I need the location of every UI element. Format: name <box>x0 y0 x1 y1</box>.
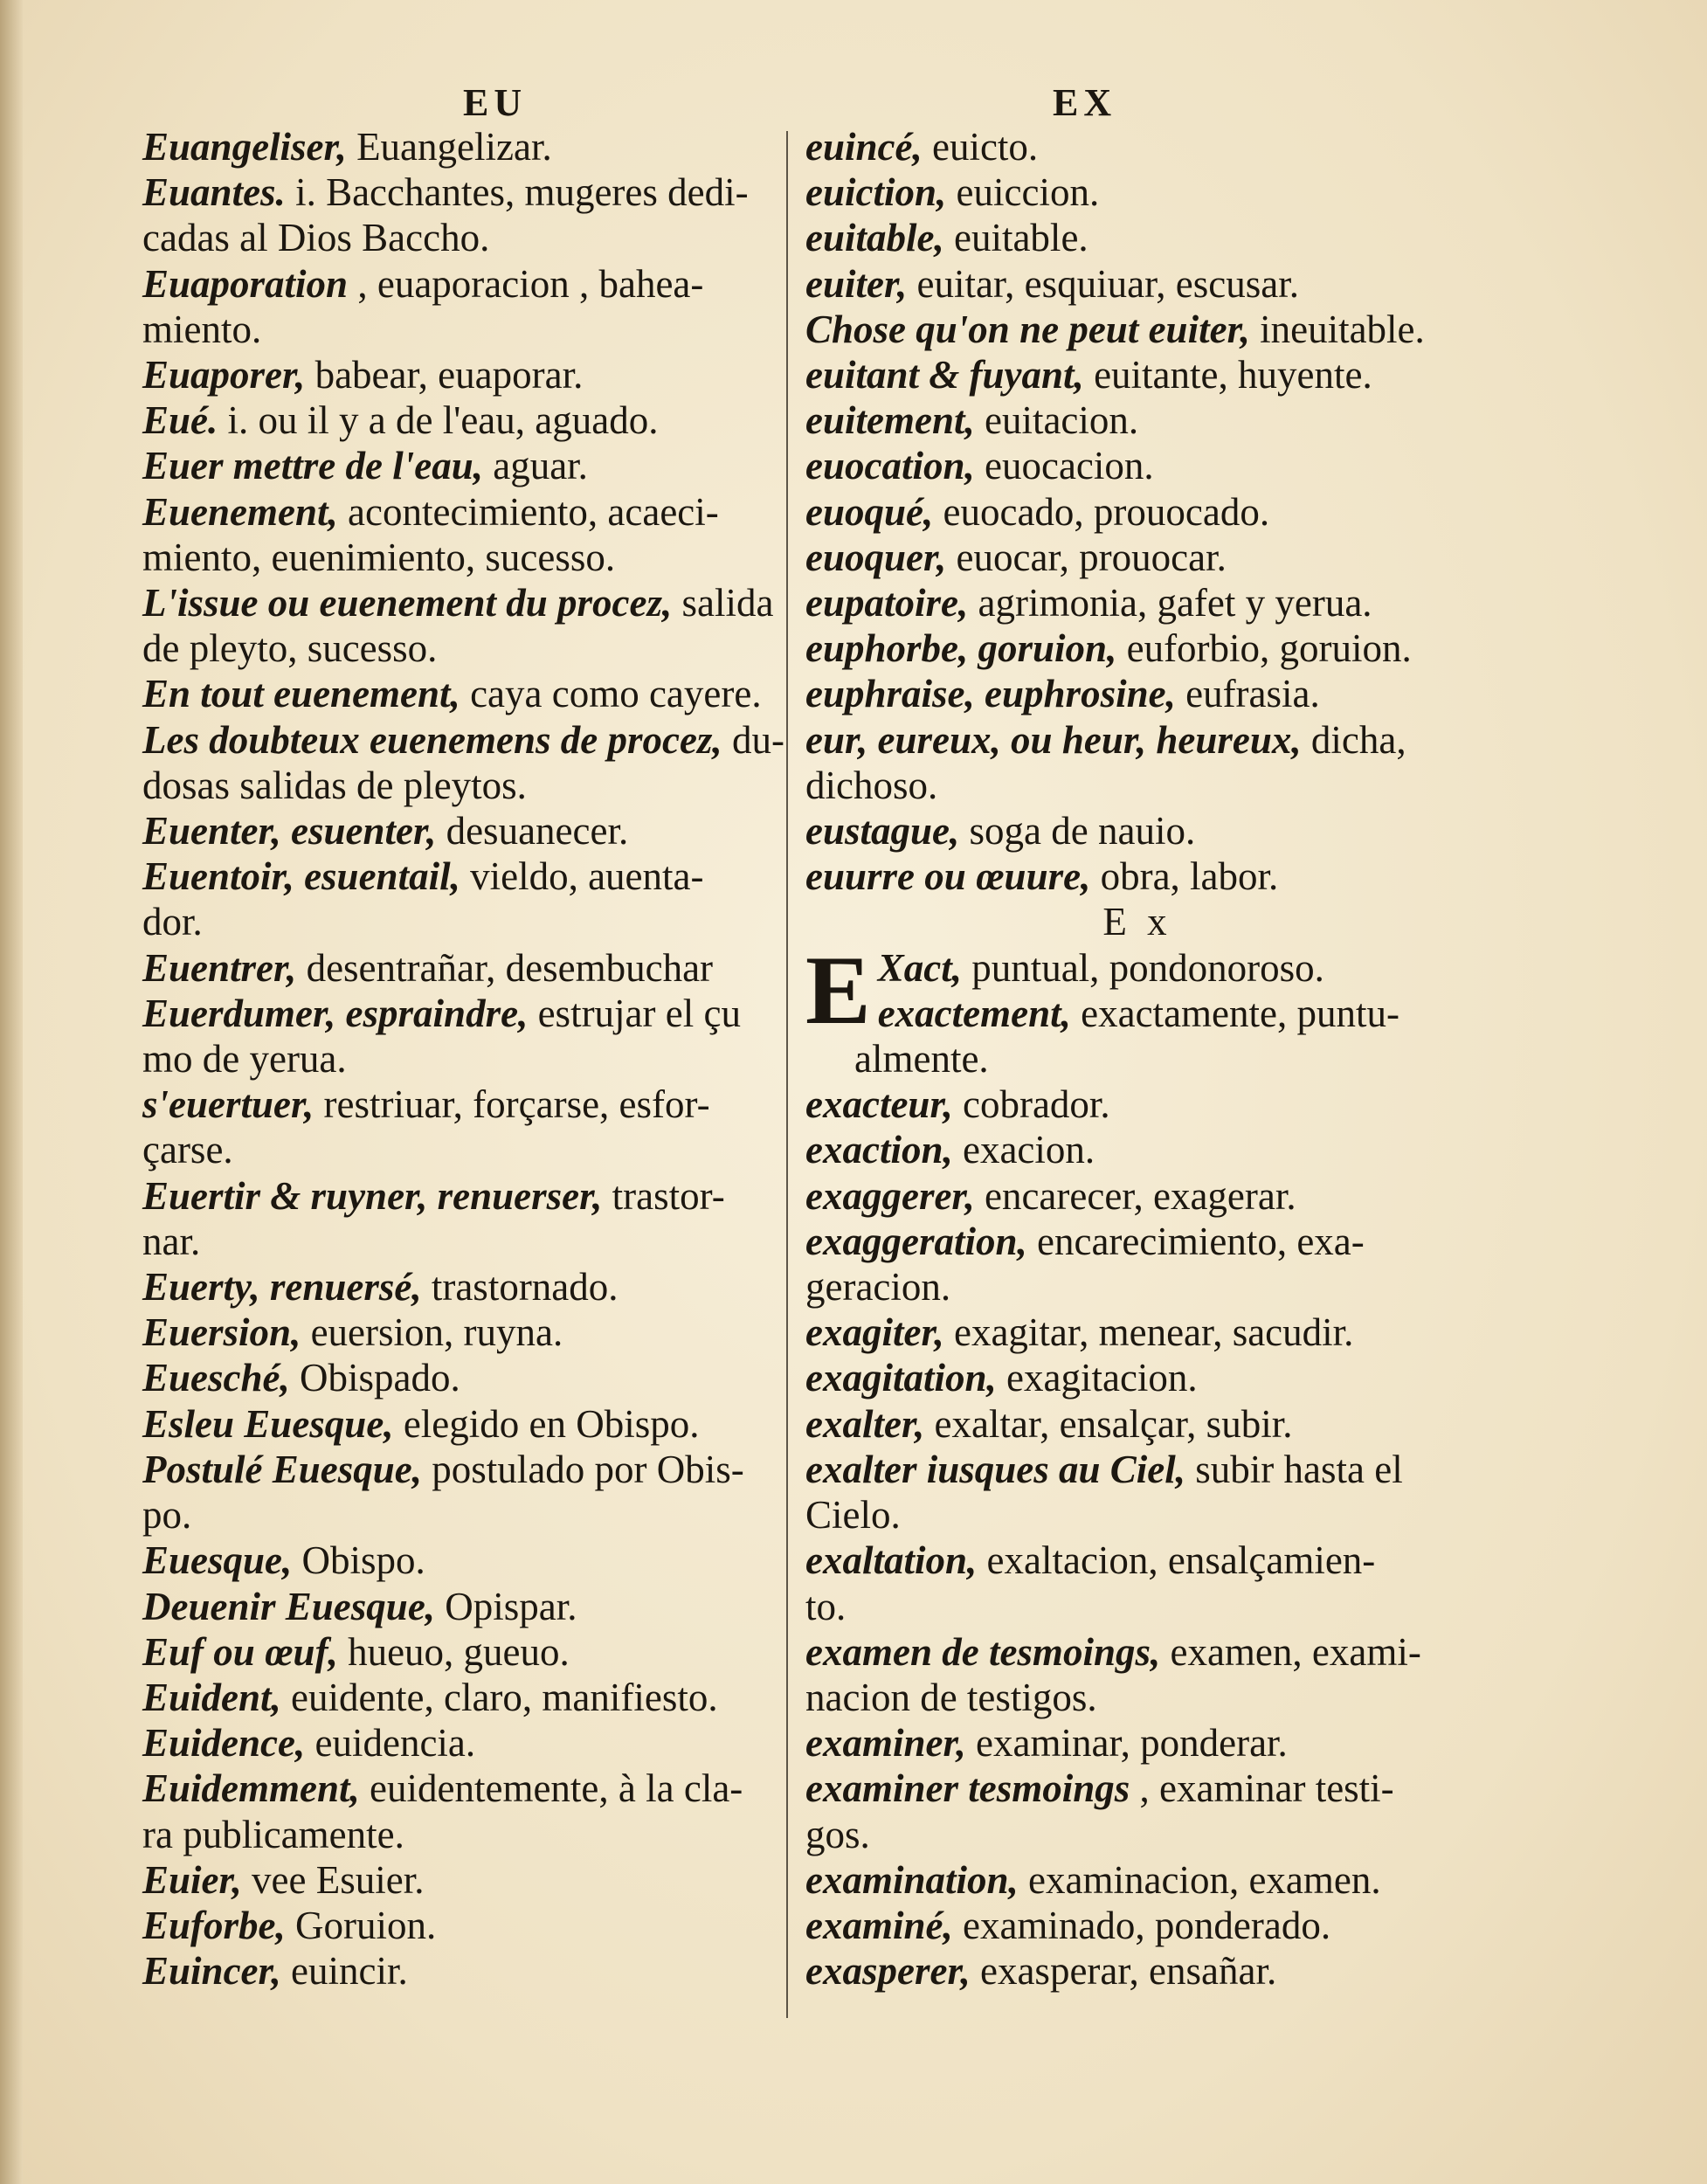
dictionary-entry <box>142 397 789 443</box>
dictionary-entry <box>805 1538 1469 1583</box>
entry-translation: euocado, prouocado. <box>933 489 1270 534</box>
dictionary-entry <box>142 443 789 488</box>
right-column-eu-entries <box>805 124 1469 899</box>
entry-translation: caya como cayere. <box>460 672 762 716</box>
entry-headword: Chose qu'on ne peut euiter, <box>805 307 1250 351</box>
dictionary-entry <box>805 169 1469 215</box>
entry-headword: Euidence, <box>142 1721 306 1766</box>
entry-translation: agrimonia, gafet y yerua. <box>968 581 1372 625</box>
entry-headword: Euincer, <box>142 1949 281 1994</box>
entry-translation: exagitacion. <box>996 1356 1198 1400</box>
entry-headword: exaction, <box>805 1128 953 1172</box>
entry-headword: Euer mettre de l'eau, <box>142 444 483 488</box>
entry-translation: euincir. <box>280 1949 408 1994</box>
entry-translation: i. ou il y a de l'eau, aguado. <box>218 398 659 443</box>
dictionary-entry <box>142 671 789 716</box>
entry-headword: Euforbe, <box>142 1903 286 1947</box>
entry-headword: euitable, <box>805 216 944 260</box>
entry-translation: po. <box>142 1493 192 1538</box>
dictionary-entry <box>805 854 1469 899</box>
entry-translation: dor. <box>142 900 203 944</box>
dictionary-entry <box>805 443 1469 488</box>
entry-translation: euforbio, goruion. <box>1116 626 1412 671</box>
entry-translation: çarse. <box>142 1128 233 1172</box>
dictionary-entry <box>805 489 1469 535</box>
dictionary-entry <box>805 124 1469 169</box>
dictionary-entry <box>805 991 1469 1036</box>
entry-translation: exagitar, menear, sacudir. <box>943 1310 1354 1355</box>
dictionary-entry <box>805 580 1469 625</box>
entry-translation: euidentemente, à la cla- <box>359 1766 743 1811</box>
dictionary-entry <box>805 397 1469 443</box>
entry-headword: eupatoire, <box>805 581 969 625</box>
entry-headword: euphraise, euphrosine, <box>805 672 1176 716</box>
entry-headword: L'issue ou euenement du procez, <box>142 581 673 625</box>
entry-translation: Opispar. <box>435 1584 577 1628</box>
entry-continuation <box>805 1264 1469 1310</box>
entry-headword: eur, eureux, ou heur, heureux, <box>805 717 1302 762</box>
entry-headword: Euangeliser, <box>142 125 347 169</box>
entry-translation: restriuar, forçarse, esfor- <box>314 1082 710 1127</box>
entry-translation: exacion. <box>952 1128 1095 1172</box>
dictionary-entry <box>805 1903 1469 1948</box>
entry-translation: desuanecer. <box>436 809 629 854</box>
entry-translation: de pleyto, sucesso. <box>142 626 438 671</box>
entry-continuation <box>142 215 789 260</box>
entry-headword: euurre ou œuure, <box>805 854 1091 899</box>
dictionary-entry <box>142 1264 789 1310</box>
entry-translation: mo de yerua. <box>142 1037 347 1082</box>
dictionary-entry <box>142 1766 789 1811</box>
drop-cap: E <box>805 936 871 1045</box>
dictionary-entry <box>805 1310 1469 1355</box>
dictionary-entry <box>142 1447 789 1492</box>
entry-headword: euoquer, <box>805 535 947 579</box>
entry-translation: euidencia. <box>305 1721 476 1766</box>
entry-translation: cadas al Dios Baccho. <box>142 216 490 260</box>
entry-translation: subir hasta el <box>1185 1447 1403 1491</box>
entry-headword: examination, <box>805 1857 1019 1902</box>
entry-headword: Euesque, <box>142 1538 293 1583</box>
entry-headword: exagiter, <box>805 1310 944 1355</box>
dictionary-entry <box>805 1766 1469 1811</box>
entry-translation: salida <box>672 581 774 625</box>
entry-translation: euitable. <box>943 216 1088 260</box>
entry-headword: Euf ou œuf, <box>142 1629 338 1674</box>
entry-headword: examiné, <box>805 1903 953 1947</box>
dictionary-entry <box>142 717 789 763</box>
entry-translation: examinado, ponderado. <box>952 1903 1331 1947</box>
entry-continuation <box>142 899 789 944</box>
dictionary-entry <box>805 261 1469 307</box>
entry-headword: exacteur, <box>805 1082 953 1127</box>
entry-headword: Euentrer, <box>142 945 297 990</box>
entry-translation: Cielo. <box>805 1493 901 1538</box>
entry-headword: exaggerer, <box>805 1173 975 1218</box>
entry-translation: examen, exami- <box>1160 1629 1421 1674</box>
dictionary-entry <box>142 1082 789 1127</box>
entry-headword: exalter iusques au Ciel, <box>805 1447 1186 1491</box>
running-head-right: EX <box>1053 81 1117 124</box>
entry-headword: Les doubteux euenemens de procez, <box>142 717 722 762</box>
dictionary-entry <box>142 808 789 854</box>
dictionary-entry <box>805 1720 1469 1766</box>
entry-translation: eufrasia. <box>1175 672 1320 716</box>
entry-translation: , examinar testi- <box>1130 1766 1394 1811</box>
entry-continuation <box>142 1812 789 1857</box>
entry-translation: desentrañar, desembuchar <box>296 945 714 990</box>
entry-translation: euocacion. <box>974 444 1154 488</box>
dictionary-entry <box>805 1355 1469 1400</box>
section-heading-ex: E x <box>1102 900 1172 944</box>
dictionary-entry <box>805 1948 1469 1994</box>
entry-continuation <box>142 1219 789 1264</box>
entry-headword: exalter, <box>805 1401 925 1446</box>
entry-translation: trastornado. <box>421 1265 619 1310</box>
dictionary-entry <box>142 1401 789 1447</box>
entry-translation: miento. <box>142 307 262 351</box>
page-edge <box>0 0 23 2184</box>
entry-translation: acontecimiento, acaeci- <box>337 489 719 534</box>
entry-translation: trastor- <box>602 1173 725 1218</box>
dictionary-entry <box>805 717 1469 763</box>
dictionary-entry <box>805 352 1469 397</box>
dictionary-entry <box>142 124 789 169</box>
entry-continuation <box>805 1675 1469 1720</box>
entry-translation: Euangelizar. <box>346 125 552 169</box>
entry-headword: Eué. <box>142 398 218 443</box>
entry-headword: eustague, <box>805 809 960 854</box>
dictionary-entry <box>805 1629 1469 1675</box>
entry-translation: i. Bacchantes, mugeres dedi- <box>285 170 749 215</box>
entry-translation: exactamente, puntu- <box>1070 991 1399 1035</box>
dictionary-entry <box>805 625 1469 671</box>
entry-translation: nar. <box>142 1219 201 1263</box>
entry-continuation <box>805 763 1469 808</box>
entry-translation: , euaporacion , bahea- <box>348 261 704 306</box>
entry-translation: elegido en Obispo. <box>393 1401 700 1446</box>
dictionary-entry <box>142 1538 789 1583</box>
dictionary-entry <box>805 671 1469 716</box>
entry-translation: examinar, ponderar. <box>965 1721 1288 1766</box>
entry-translation: obra, labor. <box>1090 854 1279 899</box>
entry-headword: euoqué, <box>805 489 934 534</box>
dictionary-entry <box>142 1310 789 1355</box>
dictionary-entry <box>142 169 789 215</box>
entry-headword: Euident, <box>142 1675 281 1719</box>
entry-translation: encarecimiento, exa- <box>1026 1219 1365 1263</box>
entry-headword: Euerty, renuersé, <box>142 1265 422 1310</box>
entry-continuation <box>805 1492 1469 1538</box>
entry-headword: Deuenir Euesque, <box>142 1584 436 1628</box>
dictionary-entry <box>142 991 789 1036</box>
entry-continuation <box>805 1584 1469 1629</box>
entry-translation: ineuitable. <box>1249 307 1425 351</box>
entry-headword: Euerdumer, espraindre, <box>142 991 529 1035</box>
entry-translation: nacion de testigos. <box>805 1675 1097 1719</box>
dictionary-entry <box>142 352 789 397</box>
dictionary-entry <box>805 1127 1469 1172</box>
dictionary-entry <box>805 307 1469 352</box>
entry-translation: euitar, esquiuar, escusar. <box>907 261 1299 306</box>
entry-continuation <box>142 1492 789 1538</box>
entry-headword: euocation, <box>805 444 975 488</box>
entry-headword: Euantes. <box>142 170 286 215</box>
entry-translation: exaltar, ensalçar, subir. <box>924 1401 1293 1446</box>
entry-continuation: almente. <box>854 1037 989 1082</box>
entry-continuation <box>142 535 789 580</box>
dictionary-entry <box>142 1675 789 1720</box>
entry-translation: euicto. <box>922 125 1039 169</box>
entry-headword: Euaporation <box>142 261 349 306</box>
entry-translation: Goruion. <box>285 1903 437 1947</box>
entry-translation: euitante, huyente. <box>1083 353 1372 397</box>
dictionary-entry <box>142 945 789 991</box>
entry-headword: exactement, <box>877 991 1071 1035</box>
dictionary-entry <box>805 1401 1469 1447</box>
dictionary-entry <box>142 854 789 899</box>
entry-headword: Euaporer, <box>142 353 306 397</box>
dictionary-entry <box>805 808 1469 854</box>
entry-headword: examen de tesmoings, <box>805 1629 1161 1674</box>
entry-continuation <box>142 1036 789 1082</box>
entry-headword: exaggeration, <box>805 1219 1027 1263</box>
entry-translation: postulado por Obis- <box>422 1447 744 1491</box>
entry-headword: Xact, <box>877 945 962 990</box>
left-column <box>142 124 789 1994</box>
entry-headword: s'euertuer, <box>142 1082 314 1127</box>
entry-translation: miento, euenimiento, sucesso. <box>142 535 616 579</box>
entry-continuation <box>142 307 789 352</box>
entry-translation: euocar, prouocar. <box>946 535 1227 579</box>
entry-translation: exasperar, ensañar. <box>970 1949 1277 1994</box>
entry-continuation <box>142 625 789 671</box>
running-head-left: EU <box>463 81 528 124</box>
entry-headword: euphorbe, goruion, <box>805 626 1117 671</box>
entry-translation: babear, euaporar. <box>305 353 584 397</box>
entry-headword: En tout euenement, <box>142 672 460 716</box>
entry-translation: examinacion, examen. <box>1018 1857 1381 1902</box>
entry-headword: examiner tesmoings <box>805 1766 1130 1811</box>
dictionary-entry <box>142 1857 789 1903</box>
dictionary-entry <box>805 1447 1469 1492</box>
entry-headword: euitant & fuyant, <box>805 353 1084 397</box>
entry-headword: euitement, <box>805 398 975 443</box>
entry-translation: hueuo, gueuo. <box>337 1629 570 1674</box>
dictionary-entry <box>805 1173 1469 1219</box>
entry-headword: Euentoir, esuentail, <box>142 854 460 899</box>
entry-headword: Euersion, <box>142 1310 301 1355</box>
dictionary-entry <box>142 1629 789 1675</box>
entry-translation: dichoso. <box>805 763 938 807</box>
right-column <box>805 124 1469 1994</box>
dictionary-entry <box>142 1948 789 1994</box>
entry-translation: du- <box>722 717 784 762</box>
entry-headword: Euenter, esuenter, <box>142 809 437 854</box>
entry-continuation <box>142 763 789 808</box>
entry-headword: euincé, <box>805 125 923 169</box>
dictionary-entry <box>142 580 789 625</box>
entry-translation: vee Esuier. <box>241 1857 425 1902</box>
entry-translation: vieldo, auenta- <box>460 854 704 899</box>
entry-translation: euiccion. <box>946 170 1100 215</box>
entry-translation: to. <box>805 1584 847 1628</box>
dictionary-entry <box>142 489 789 535</box>
right-column-ex-entries <box>805 1082 1469 1994</box>
dictionary-entry <box>142 1584 789 1629</box>
entry-translation: euersion, ruyna. <box>301 1310 563 1355</box>
entry-translation: Obispo. <box>292 1538 425 1583</box>
entry-translation: euitacion. <box>974 398 1139 443</box>
entry-translation: Obispado. <box>289 1356 460 1400</box>
entry-translation: cobrador. <box>952 1082 1110 1127</box>
entry-headword: Euier, <box>142 1857 242 1902</box>
dictionary-entry <box>805 215 1469 260</box>
entry-translation: puntual, pondonoroso. <box>961 945 1324 990</box>
entry-continuation <box>142 1127 789 1172</box>
entry-translation: gos. <box>805 1812 870 1856</box>
dictionary-entry <box>805 1219 1469 1264</box>
entry-translation: soga de nauio. <box>959 809 1196 854</box>
dictionary-entry <box>805 1857 1469 1903</box>
entry-translation: geracion. <box>805 1265 951 1310</box>
dictionary-entry <box>805 535 1469 580</box>
dictionary-entry <box>805 1082 1469 1127</box>
entry-translation: ra publicamente. <box>142 1812 404 1856</box>
entry-headword: euiter, <box>805 261 908 306</box>
entry-headword: exagitation, <box>805 1356 997 1400</box>
entry-translation: dosas salidas de pleytos. <box>142 763 527 807</box>
entry-headword: examiner, <box>805 1721 966 1766</box>
entry-headword: Postulé Euesque, <box>142 1447 423 1491</box>
entry-translation: estrujar el çu <box>528 991 741 1035</box>
entry-translation: dicha, <box>1301 717 1406 762</box>
entry-headword: Euidemment, <box>142 1766 360 1811</box>
entry-translation: encarecer, exagerar. <box>974 1173 1296 1218</box>
entry-headword: euiction, <box>805 170 947 215</box>
entry-continuation <box>805 1812 1469 1857</box>
entry-headword: exasperer, <box>805 1949 971 1994</box>
entry-headword: Euesché, <box>142 1356 290 1400</box>
entry-headword: Euertir & ruyner, renuerser, <box>142 1173 603 1218</box>
dictionary-entry <box>142 261 789 307</box>
entry-translation: euidente, claro, manifiesto. <box>280 1675 718 1719</box>
entry-headword: Esleu Euesque, <box>142 1401 394 1446</box>
entry-headword: Euenement, <box>142 489 338 534</box>
dictionary-entry <box>142 1720 789 1766</box>
dictionary-entry <box>142 1355 789 1400</box>
entry-translation: aguar. <box>482 444 588 488</box>
entry-translation: exaltacion, ensalçamien- <box>977 1538 1376 1583</box>
dictionary-entry <box>142 1173 789 1219</box>
entry-headword: exaltation, <box>805 1538 978 1583</box>
dictionary-entry <box>142 1903 789 1948</box>
